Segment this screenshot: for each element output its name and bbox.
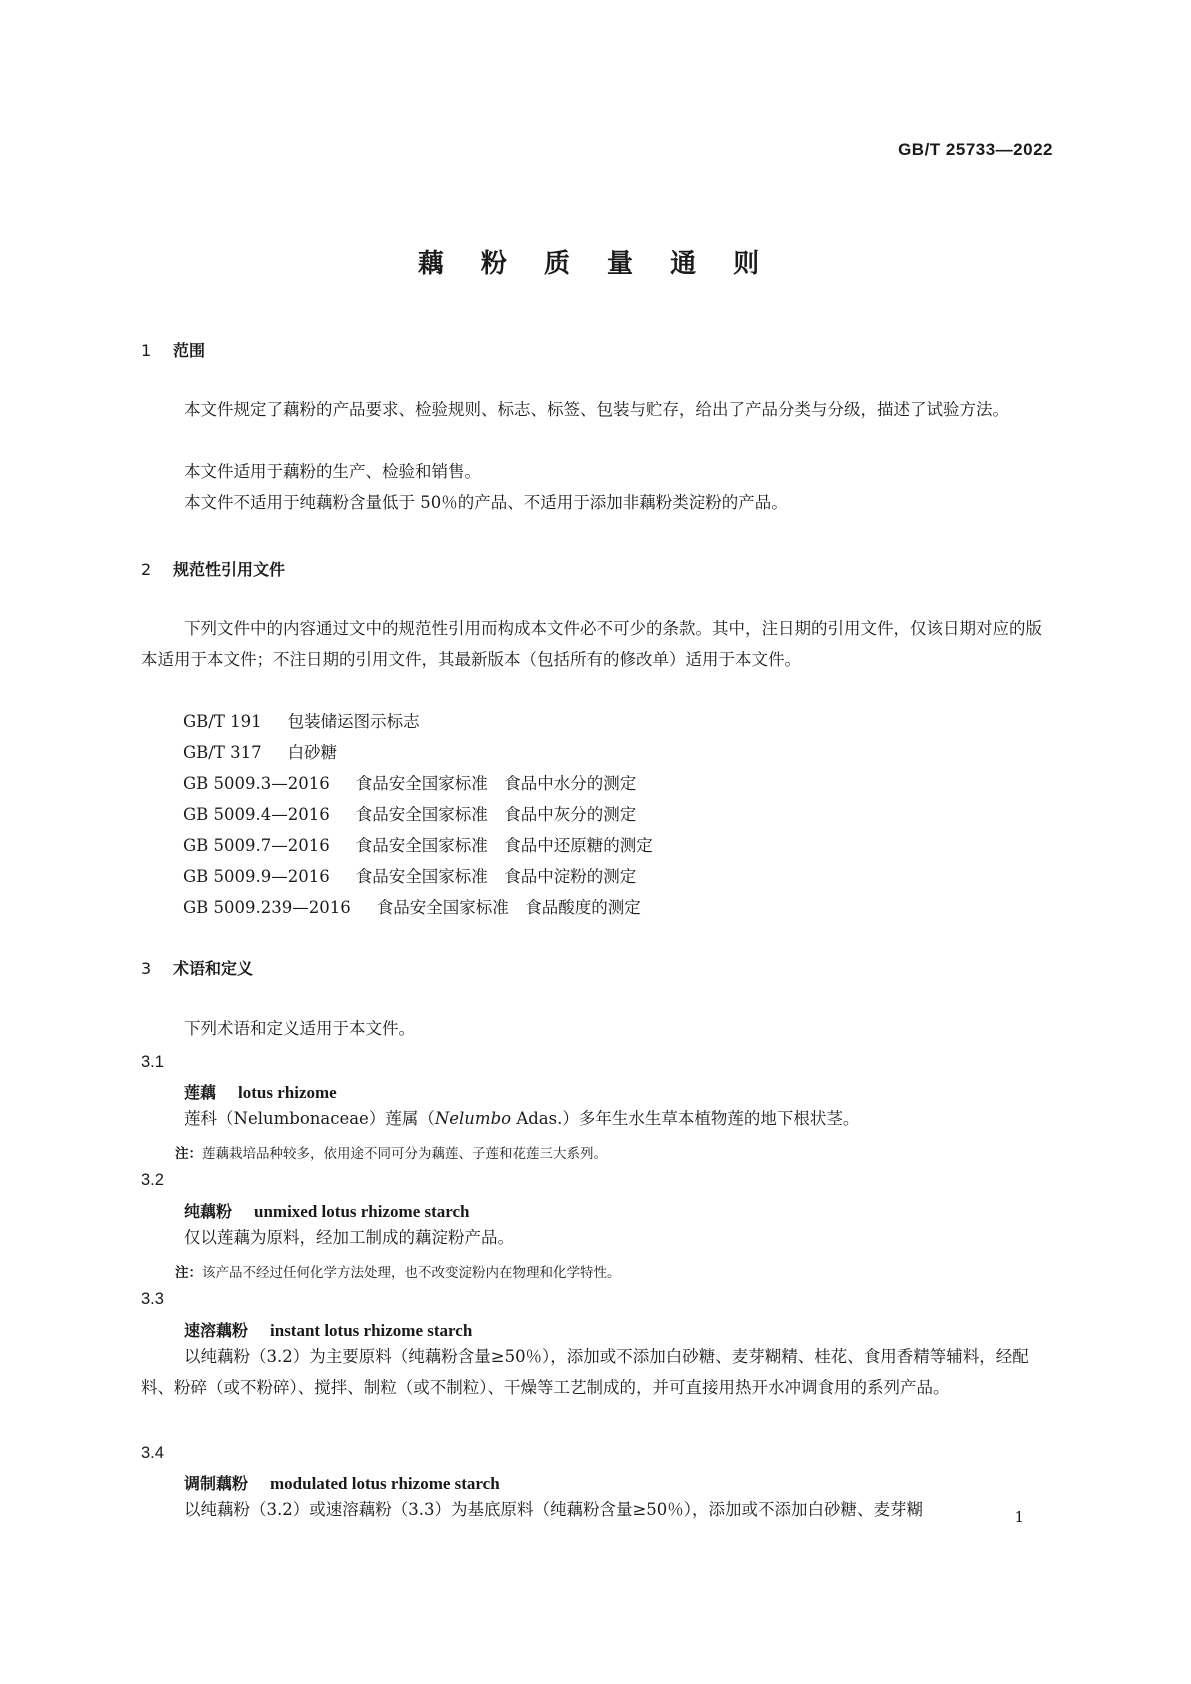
section-2-heading (141, 557, 285, 580)
section-1-number: 1 (141, 341, 152, 360)
reference-name: 食品安全国家标准 食品中水分的测定 (355, 774, 637, 793)
reference-item (183, 799, 636, 830)
reference-item (183, 706, 420, 737)
section-3-number: 3 (141, 959, 152, 978)
section-3-title: 术语和定义 (173, 959, 254, 978)
scope-paragraph-2: 本文件适用于藕粉的生产、检验和销售。 (184, 462, 481, 481)
note-label: 注： (175, 1146, 202, 1162)
term-name-zh: 调制藕粉 (184, 1474, 249, 1493)
term-definition: 以纯藕粉（3.2）为主要原料（纯藕粉含量≥50％），添加或不添加白砂糖、麦芽糊精、桂花、食用香精等辅料，经配料、粉碎（或不粉碎）、搅拌、制粒（或不制粒）、干燥等工艺制成的，并可直接用热开水冲调食用的系列产品。 (141, 1347, 1029, 1397)
section-1-title: 范围 (173, 341, 206, 360)
reference-code: GB 5009.7—2016 (183, 836, 330, 855)
reference-code: GB 5009.3—2016 (183, 774, 330, 793)
document-title: 藕 粉 质 量 通 则 (417, 249, 774, 279)
section-1-heading (141, 338, 205, 361)
term-number: 3.3 (141, 1290, 164, 1308)
term-number: 3.2 (141, 1171, 164, 1189)
reference-name: 食品安全国家标准 食品中淀粉的测定 (355, 867, 637, 886)
term-name-zh: 纯藕粉 (184, 1202, 233, 1221)
term-number: 3.1 (141, 1053, 164, 1071)
term-name-en: unmixed lotus rhizome starch (254, 1202, 470, 1221)
reference-code: GB/T 317 (183, 743, 262, 762)
term-name-en: lotus rhizome (238, 1083, 337, 1102)
note-text: 该产品不经过任何化学方法处理，也不改变淀粉内在物理和化学特性。 (202, 1265, 621, 1281)
reference-name: 包装储运图示标志 (287, 712, 420, 731)
scope-paragraph-3: 本文件不适用于纯藕粉含量低于 50％的产品、不适用于添加非藕粉类淀粉的产品。 (184, 493, 788, 512)
reference-item (183, 737, 337, 768)
term-heading (184, 1080, 337, 1103)
reference-code: GB/T 191 (183, 712, 262, 731)
reference-item (183, 892, 641, 923)
term-name-en: instant lotus rhizome starch (270, 1321, 473, 1340)
term-definition: 以纯藕粉（3.2）或速溶藕粉（3.3）为基底原料（纯藕粉含量≥50％），添加或不添加白砂糖、麦芽糊 (184, 1500, 924, 1519)
reference-code: GB 5009.4—2016 (183, 805, 330, 824)
term-name-zh: 莲藕 (184, 1083, 217, 1102)
reference-name: 白砂糖 (287, 743, 338, 762)
term-heading (184, 1318, 472, 1341)
terms-intro: 下列术语和定义适用于本文件。 (184, 1019, 415, 1038)
term-definition-italic: Nelumbo (434, 1109, 512, 1128)
reference-code: GB 5009.9—2016 (183, 867, 330, 886)
standard-code: GB/T 25733—2022 (898, 140, 1053, 159)
scope-paragraph-1: 本文件规定了藕粉的产品要求、检验规则、标志、标签、包装与贮存，给出了产品分类与分级，描述了试验方法。 (184, 400, 1009, 419)
note-text: 莲藕栽培品种较多，依用途不同可分为藕莲、子莲和花莲三大系列。 (202, 1146, 607, 1162)
term-note (175, 1261, 621, 1281)
term-number: 3.4 (141, 1444, 164, 1462)
references-intro: 下列文件中的内容通过文中的规范性引用而构成本文件必不可少的条款。其中，注日期的引用文件，仅该日期对应的版本适用于本文件；不注日期的引用文件，其最新版本（包括所有的修改单）适用于本文件。 (141, 619, 1042, 669)
reference-code: GB 5009.239—2016 (183, 898, 351, 917)
term-heading (184, 1471, 500, 1494)
reference-name: 食品安全国家标准 食品中灰分的测定 (355, 805, 637, 824)
reference-name: 食品安全国家标准 食品酸度的测定 (376, 898, 641, 917)
reference-item (183, 830, 653, 861)
reference-item (183, 768, 636, 799)
term-definition (141, 1103, 1053, 1134)
term-note (175, 1142, 607, 1162)
term-definition: 仅以莲藕为原料，经加工制成的藕淀粉产品。 (184, 1228, 514, 1247)
section-3-heading (141, 956, 253, 979)
section-2-number: 2 (141, 560, 152, 579)
page-number: 1 (1014, 1508, 1024, 1526)
term-name-en: modulated lotus rhizome starch (270, 1474, 500, 1493)
reference-name: 食品安全国家标准 食品中还原糖的测定 (355, 836, 653, 855)
section-2-title: 规范性引用文件 (173, 560, 286, 579)
term-heading (184, 1199, 470, 1222)
term-definition-text: Adas.）多年生水生草本植物莲的地下根状茎。 (511, 1109, 860, 1128)
term-name-zh: 速溶藕粉 (184, 1321, 249, 1340)
term-definition-text: 莲科（Nelumbonaceae）莲属（ (184, 1109, 435, 1128)
reference-item (183, 861, 636, 892)
note-label: 注： (175, 1265, 202, 1281)
